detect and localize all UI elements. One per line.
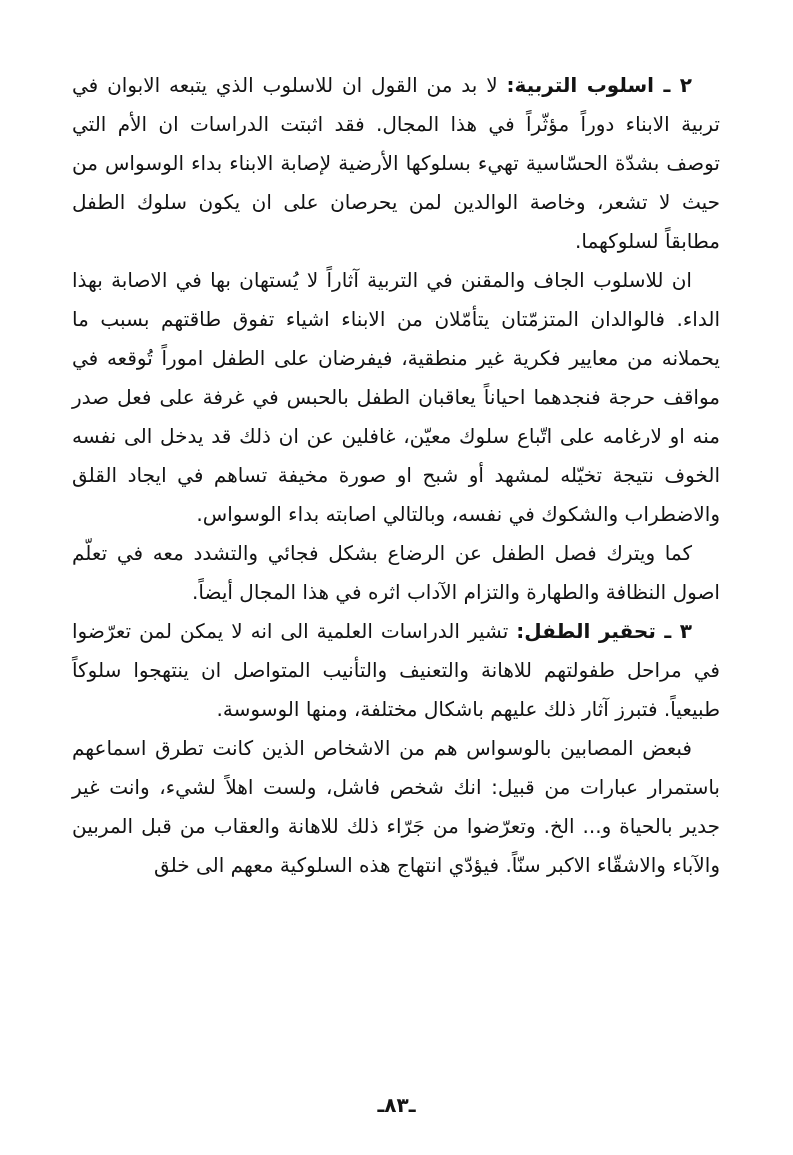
page-number: ـ٨٣ـ xyxy=(377,1093,416,1117)
paragraph xyxy=(72,534,720,612)
body-text xyxy=(72,66,720,885)
paragraph xyxy=(72,66,720,261)
paragraph-text: كما ويترك فصل الطفل عن الرضاع بشكل فجائي والتشدد معه في تعلّم اصول النظافة والطهارة والتزام الآداب اثره في هذا المجال أيضاً. xyxy=(72,541,720,604)
paragraph-lead: ٢ ـ اسلوب التربية: xyxy=(506,73,692,97)
paragraph xyxy=(72,729,720,885)
paragraph-text: لا بد من القول ان للاسلوب الذي يتبعه الابوان في تربية الابناء دوراً مؤثّراً في هذا المجال. فقد اثبتت الدراسات ان الأم التي توصف بشدّة الحسّاسية تهيء بسلوكها الأرضية لإصابة الابناء بداء الوسواس من حيث لا تشعر، وخاصة الوالدين لمن يحرصان على ان يكون سلوك الطفل مطابقاً لسلوكهما. xyxy=(72,73,720,253)
paragraph xyxy=(72,261,720,534)
paragraph-text: ان للاسلوب الجاف والمقنن في التربية آثاراً لا يُستهان بها في الاصابة بهذا الداء. فالوالدان المتزمّتان يتأمّلان من الابناء اشياء تفوق طاقتهم بسبب ما يحملانه من معايير فكرية غير منطقية، فيفرضان على الطفل اموراً تُوقعه في مواقف حرجة فنجدهما احياناً يعاقبان الطفل بالحبس في غرفة على فعل صدر منه او لارغامه على اتّباع سلوك معيّن، غافلين عن ان ذلك قد يدخل الى نفسه الخوف نتيجة تخيّله لمشهد أو شبح او صورة مخيفة تساهم في ايجاد القلق والاضطراب والشكوك في نفسه، وبالتالي اصابته بداء الوسواس. xyxy=(72,268,720,526)
paragraph xyxy=(72,612,720,729)
paragraph-text: تشير الدراسات العلمية الى انه لا يمكن لمن تعرّضوا في مراحل طفولتهم للاهانة والتعنيف والتأنيب المتواصل ان ينتهجوا سلوكاً طبيعياً. فتبرز آثار ذلك عليهم باشكال مختلفة، ومنها الوسوسة. xyxy=(72,619,720,721)
paragraph-lead: ٣ ـ تحقير الطفل: xyxy=(516,619,692,643)
paragraph-text: فبعض المصابين بالوسواس هم من الاشخاص الذين كانت تطرق اسماعهم باستمرار عبارات من قبيل: انك شخص فاشل، ولست اهلاً لشيء، وانت غير جدير بالحياة و... الخ. وتعرّضوا من جَرّاء ذلك للاهانة والعقاب من قبل المربين والآباء والاشقّاء الاكبر سنّاً. فيؤدّي انتهاج هذه السلوكية معهم الى خلق xyxy=(72,736,720,877)
